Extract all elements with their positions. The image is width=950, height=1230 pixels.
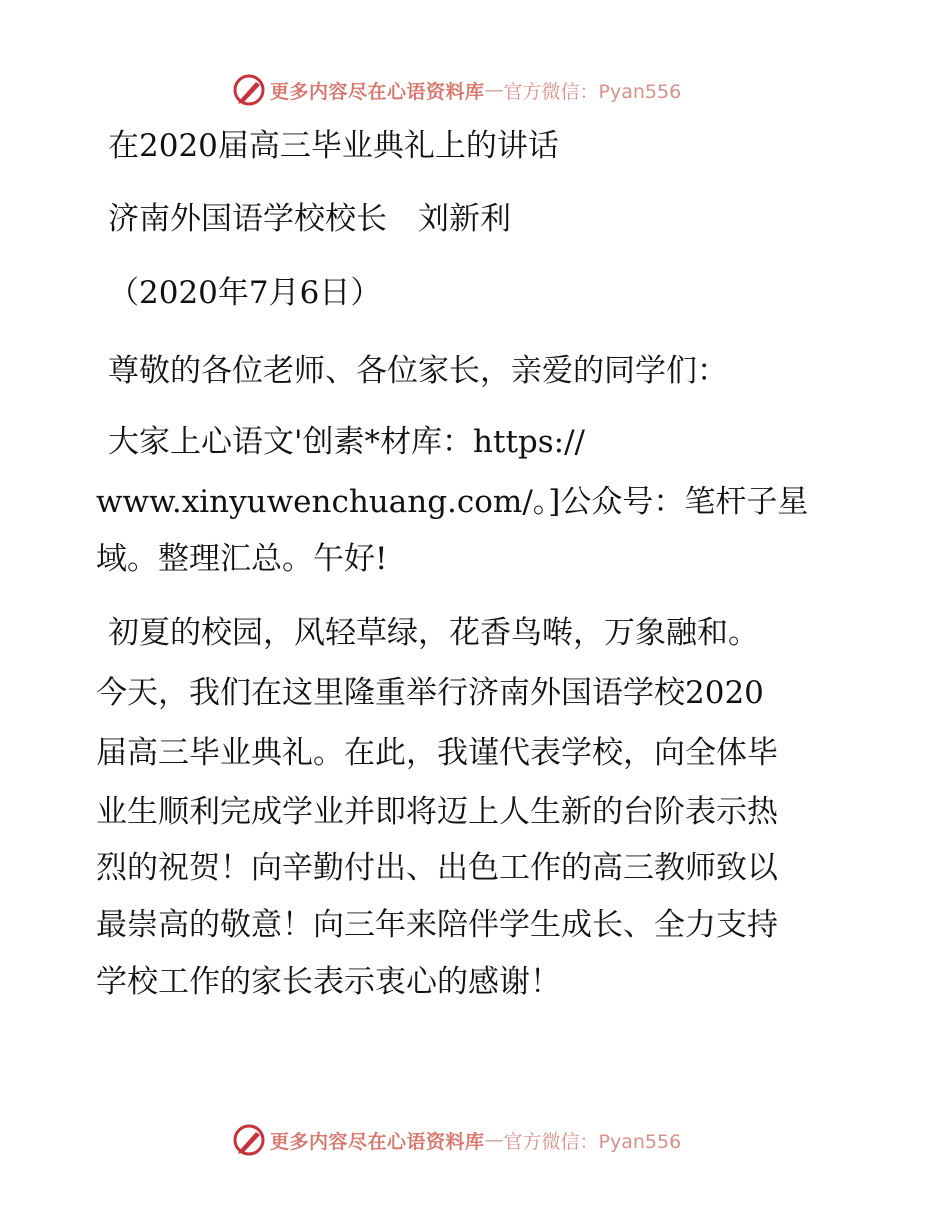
pen-logo-icon [232,73,266,107]
document-title: 在2020届高三毕业典礼上的讲话 [108,128,559,164]
watermark-wechat-text: 官方微信：Pyan556 [503,80,682,103]
greeting-line: 域。整理汇总。午好! [96,541,388,577]
body-line: 届高三毕业典礼。在此，我谨代表学校，向全体毕 [96,735,778,771]
watermark-lead-text: 更多内容尽在心语资料库 [270,1130,485,1153]
watermark-dash: — [484,1129,504,1151]
greeting-line: www.xinyuwenchuang.com/。]公众号：笔杆子星 [96,484,809,520]
watermark-lead-text: 更多内容尽在心语资料库 [270,80,485,103]
watermark-dash: — [484,79,504,101]
watermark-wechat-text: 官方微信：Pyan556 [503,1130,682,1153]
document-date: （2020年7月6日） [108,275,382,311]
footer-watermark [232,1120,681,1160]
body-line: 业生顺利完成学业并即将迈上人生新的台阶表示热 [96,794,778,830]
document-salutation: 尊敬的各位老师、各位家长，亲爱的同学们： [108,353,728,389]
body-line: 最崇高的敬意！向三年来陪伴学生成长、全力支持 [96,907,778,943]
greeting-line: 大家上心语文'创素*材库：https:// [108,424,585,460]
pen-logo-icon [232,1123,266,1157]
body-line: 学校工作的家长表示衷心的感谢！ [96,964,561,1000]
header-watermark [232,70,681,110]
document-author: 济南外国语学校校长 刘新利 [108,201,511,237]
body-line: 初夏的校园，风轻草绿，花香鸟啭，万象融和。 [108,615,759,651]
body-line: 今天，我们在这里隆重举行济南外国语学校2020 [96,675,764,711]
body-line: 烈的祝贺！向辛勤付出、出色工作的高三教师致以 [96,850,778,886]
